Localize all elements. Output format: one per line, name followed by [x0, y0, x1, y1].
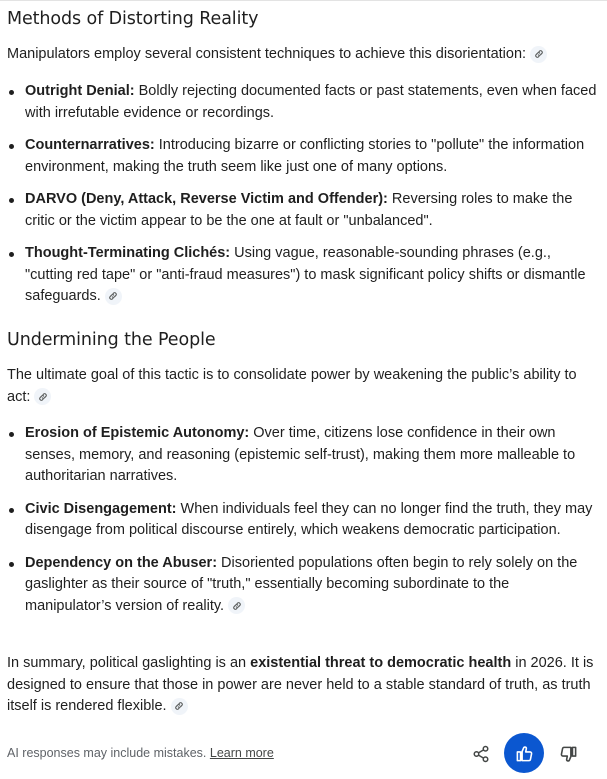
- disclaimer: [7, 746, 274, 760]
- source-link-button[interactable]: [530, 46, 547, 63]
- list-item: [25, 189, 597, 232]
- list-item: [25, 499, 597, 542]
- list-item: [25, 553, 597, 618]
- response-footer: [7, 738, 600, 778]
- learn-more-link[interactable]: Learn more: [209, 746, 274, 760]
- list-item-term: Thought-Terminating Clichés:: [25, 245, 231, 261]
- link-icon: [174, 701, 184, 711]
- share-icon: [472, 745, 490, 763]
- list-item-term: Counternarratives:: [25, 137, 155, 153]
- people-list: [7, 423, 597, 628]
- source-link-button[interactable]: [171, 698, 188, 715]
- link-icon: [38, 392, 48, 402]
- link-icon: [108, 291, 118, 301]
- people-intro-text: The ultimate goal of this tactic is to consolidate power by weakening the public’s ability to act:: [7, 367, 577, 405]
- source-link-button[interactable]: [228, 597, 245, 614]
- list-item-term: Outright Denial:: [25, 83, 135, 99]
- list-item-term: Dependency on the Abuser:: [25, 554, 218, 571]
- methods-list: [7, 81, 597, 319]
- source-link-button[interactable]: [105, 288, 122, 305]
- summary-text-after: in 2026. It is designed to ensure that those in power are never held to a stable standard of truth, as truth itself is rendered flexible.: [7, 655, 594, 714]
- list-item: [25, 81, 597, 124]
- people-intro: [7, 365, 597, 408]
- list-item-text: Boldly rejecting documented facts or past statements, even when faced with irrefutable evidence or recordings.: [25, 83, 597, 121]
- list-item-text: When individuals feel they can no longer find the truth, they may disengage from political discourse entirely, which weakens democratic participation.: [25, 500, 593, 538]
- top-divider: [0, 0, 607, 1]
- methods-intro: [7, 44, 597, 66]
- share-button[interactable]: [465, 738, 497, 770]
- section-heading-methods: Methods of Distorting Reality: [7, 9, 259, 29]
- list-item-text: Disoriented populations often begin to rely solely on the gaslighter as their source of "truth," essentially becoming subordinate to the manipulator’s version of reality.: [25, 554, 578, 614]
- summary-text-before: In summary, political gaslighting is an: [7, 655, 251, 671]
- thumbs-down-button[interactable]: [552, 738, 584, 770]
- summary-paragraph: [7, 653, 597, 718]
- list-item: [25, 135, 597, 178]
- list-item-term: DARVO (Deny, Attack, Reverse Victim and Offender):: [25, 191, 388, 207]
- summary-highlight: existential threat to democratic health: [250, 655, 512, 671]
- link-icon: [534, 49, 544, 59]
- list-item-text: Reversing roles to make the critic or the victim appear to be the one at fault or "unbalanced".: [25, 191, 573, 229]
- section-heading-people: Undermining the People: [7, 330, 216, 350]
- thumbs-up-button[interactable]: [504, 733, 544, 773]
- disclaimer-text: AI responses may include mistakes.: [7, 746, 207, 760]
- list-item-text: Introducing bizarre or conflicting stories to "pollute" the information environment, making the truth seem like just one of many options.: [25, 137, 585, 175]
- thumbs-down-icon: [559, 745, 578, 764]
- list-item: [25, 243, 597, 308]
- list-item-term: Civic Disengagement:: [25, 500, 177, 517]
- methods-intro-text: Manipulators employ several consistent techniques to achieve this disorientation:: [7, 46, 527, 62]
- list-item: [25, 423, 597, 488]
- list-item-term: Erosion of Epistemic Autonomy:: [25, 425, 250, 441]
- list-item-text: Using vague, reasonable-sounding phrases (e.g., "cutting red tape" or "anti-fraud measures") to mask significant policy shifts or dismantle safeguards.: [25, 245, 586, 304]
- thumbs-up-icon: [515, 744, 534, 763]
- list-item-text: Over time, citizens lose confidence in their own senses, memory, and reasoning (epistemic self-trust), making them more malleable to authoritarian narratives.: [25, 425, 576, 484]
- link-icon: [232, 601, 242, 611]
- source-link-button[interactable]: [34, 388, 51, 405]
